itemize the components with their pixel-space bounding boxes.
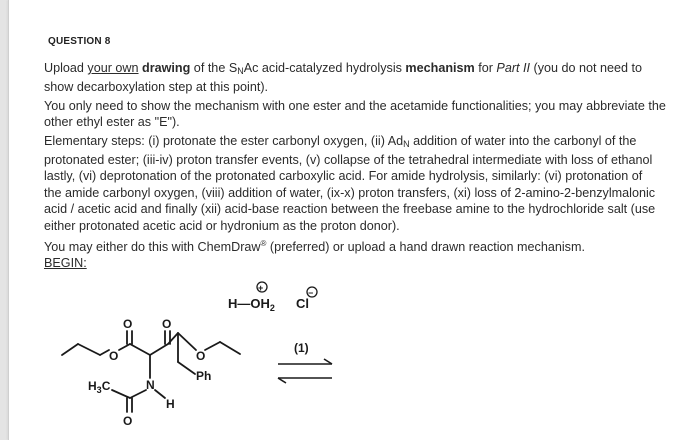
bond-o-ethyl-right [205,342,220,350]
atom-n: N [146,378,155,392]
text-chemdraw: You may either do this with ChemDraw [44,240,261,255]
text-upload: Upload [44,61,88,75]
bond-to-quaternary [130,344,150,355]
text-preferred: (preferred) or upload a hand drawn reaction mechanism. [266,240,585,255]
equilibrium-arrow-icon [278,359,332,383]
bond-ethyl-1 [62,344,78,355]
reagent-hydronium: $H—OH_2$ [228,296,275,313]
text-part-ii: Part II [496,61,531,75]
atom-o-5: O [123,414,133,428]
text-elementary-steps: Elementary steps: (i) protonate the ester carbonyl oxygen, (ii) Ad [44,133,404,148]
text-rest: (you do not need to [530,61,643,75]
positive-charge-sign: + [258,283,264,293]
paragraph-3-line-2: protonated ester; (iii-iv) proton transfer events, (v) collapse of the tetrahedral intermediate with loss of ethanol [44,153,653,168]
bond-ethyl-right [220,342,240,354]
text-adn-subscript: N [403,138,410,149]
bond-ethyl-2 [78,344,100,355]
question-title: QUESTION 8 [48,36,111,47]
registered-mark: ® [260,239,267,249]
text-for: for [474,61,497,75]
bond-to-right-carbonyl [150,344,168,355]
paragraph-3-line-4: the amide carbonyl oxygen, (viii) addition of water, (ix-x) proton transfers, (xi) loss of 2-amino-2-benzylmalonic [44,185,656,200]
reagent-chloride: Cl [296,296,309,311]
atom-o-2: O [109,349,119,363]
text-drawing: drawing [142,61,191,75]
bond-o-ester-left [100,350,109,355]
paragraph-3-line-3: lastly, (vi) deprotonation of the protonated carboxylic acid. For amide hydrolysis, similarly: (vi) protonation of [44,169,643,184]
atom-o-4: O [196,349,206,363]
bond-o-carbonyl-carbon-left [119,344,130,350]
step-label: (1) [294,341,309,355]
bond-h3c-c [112,390,130,398]
bond-n-h [155,390,165,398]
atom-h: H [166,397,175,411]
atom-o-1: O [123,317,133,331]
bond-n-acetyl [130,390,146,398]
text-mechanism: mechanism [405,61,475,75]
paragraph-3-line-6: either protonated acetic acid or hydronium as the proton donor). [44,218,400,233]
bond-to-o-right [178,333,196,350]
atom-o-3: O [162,317,172,331]
molecule-bonds [62,331,240,412]
text-n-subscript: N [237,66,244,76]
paragraph-3-line-5: acid / acetic acid and finally (xii) acid-base reaction between the freebase amine to the hydrochloride salt (use [44,202,656,217]
bond-to-ph [178,362,195,374]
text-addition: addition of water into the carbonyl of the [409,133,637,148]
atom-h3c: $H_3C$ [88,379,111,395]
begin-text: BEGIN: [44,256,87,271]
negative-charge-sign: − [308,288,314,298]
paragraph-2-line-2: other ethyl ester as "E"). [44,115,180,130]
atom-ph: Ph [196,369,212,383]
paragraph-1-line-2: show decarboxylation step at this point). [44,80,269,95]
text-ac-hydrolysis: Ac acid-catalyzed hydrolysis [243,61,406,75]
text-of-the-s: of the S [190,61,238,75]
paragraph-2-line-1: You only need to show the mechanism with one ester and the acetamide functionalities; you may abbreviate the [44,98,666,113]
text-your-own: your own [87,61,139,75]
